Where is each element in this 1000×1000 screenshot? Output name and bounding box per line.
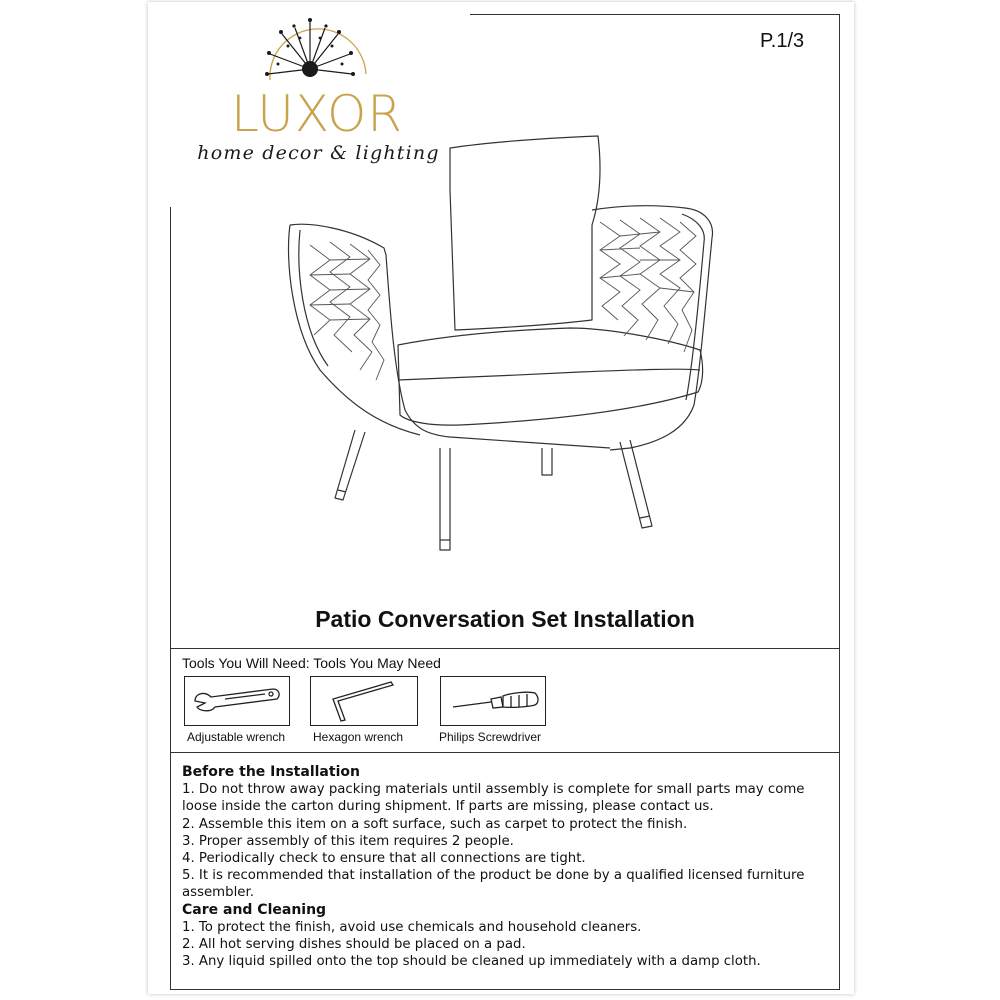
before-installation-heading: Before the Installation — [182, 764, 360, 780]
chair-illustration — [280, 130, 740, 560]
divider-bottom — [170, 752, 840, 753]
tool-box-screwdriver — [440, 676, 546, 726]
care-heading: Care and Cleaning — [182, 901, 327, 918]
brand-tagline: home decor & lighting — [197, 142, 440, 164]
tool-label-hexagon-wrench: Hexagon wrench — [313, 730, 404, 744]
care-line: 1. To protect the finish, avoid use chemicals and household cleaners. — [182, 919, 642, 935]
instruction-line: 2. Assemble this item on a soft surface, such as carpet to protect the finish. — [182, 816, 688, 832]
tool-label-screwdriver: Philips Screwdriver — [439, 730, 542, 744]
tool-box-hexagon-wrench — [310, 676, 418, 726]
tool-box-adjustable-wrench — [184, 676, 290, 726]
screwdriver-icon — [441, 677, 545, 725]
tool-label-adjustable-wrench: Adjustable wrench — [187, 730, 286, 744]
care-line: 3. Any liquid spilled onto the top should be cleaned up immediately with a damp cloth. — [182, 954, 761, 970]
care-line: 2. All hot serving dishes should be placed on a pad. — [182, 937, 526, 953]
instruction-line: loose inside the carton during shipment. If parts are missing, please contact us. — [182, 799, 714, 815]
instruction-line: 1. Do not throw away packing materials until assembly is complete for small parts may come — [182, 782, 805, 798]
divider-top — [170, 648, 840, 649]
brand-name: LUXOR — [230, 85, 404, 143]
logo-emblem — [170, 2, 470, 92]
instructions — [182, 764, 832, 970]
instruction-line: assembler. — [182, 885, 254, 901]
page-number: P.1/3 — [760, 30, 805, 52]
document-title: Patio Conversation Set Installation — [315, 606, 695, 632]
instruction-line: 3. Proper assembly of this item requires 2 people. — [182, 833, 514, 849]
hexagon-wrench-icon — [311, 677, 417, 725]
tools-header: Tools You Will Need: Tools You May Need — [182, 655, 441, 671]
adjustable-wrench-icon — [185, 677, 289, 725]
instruction-line: 5. It is recommended that installation of the product be done by a qualified licensed furniture — [182, 868, 805, 884]
instruction-line: 4. Periodically check to ensure that all connections are tight. — [182, 851, 586, 867]
